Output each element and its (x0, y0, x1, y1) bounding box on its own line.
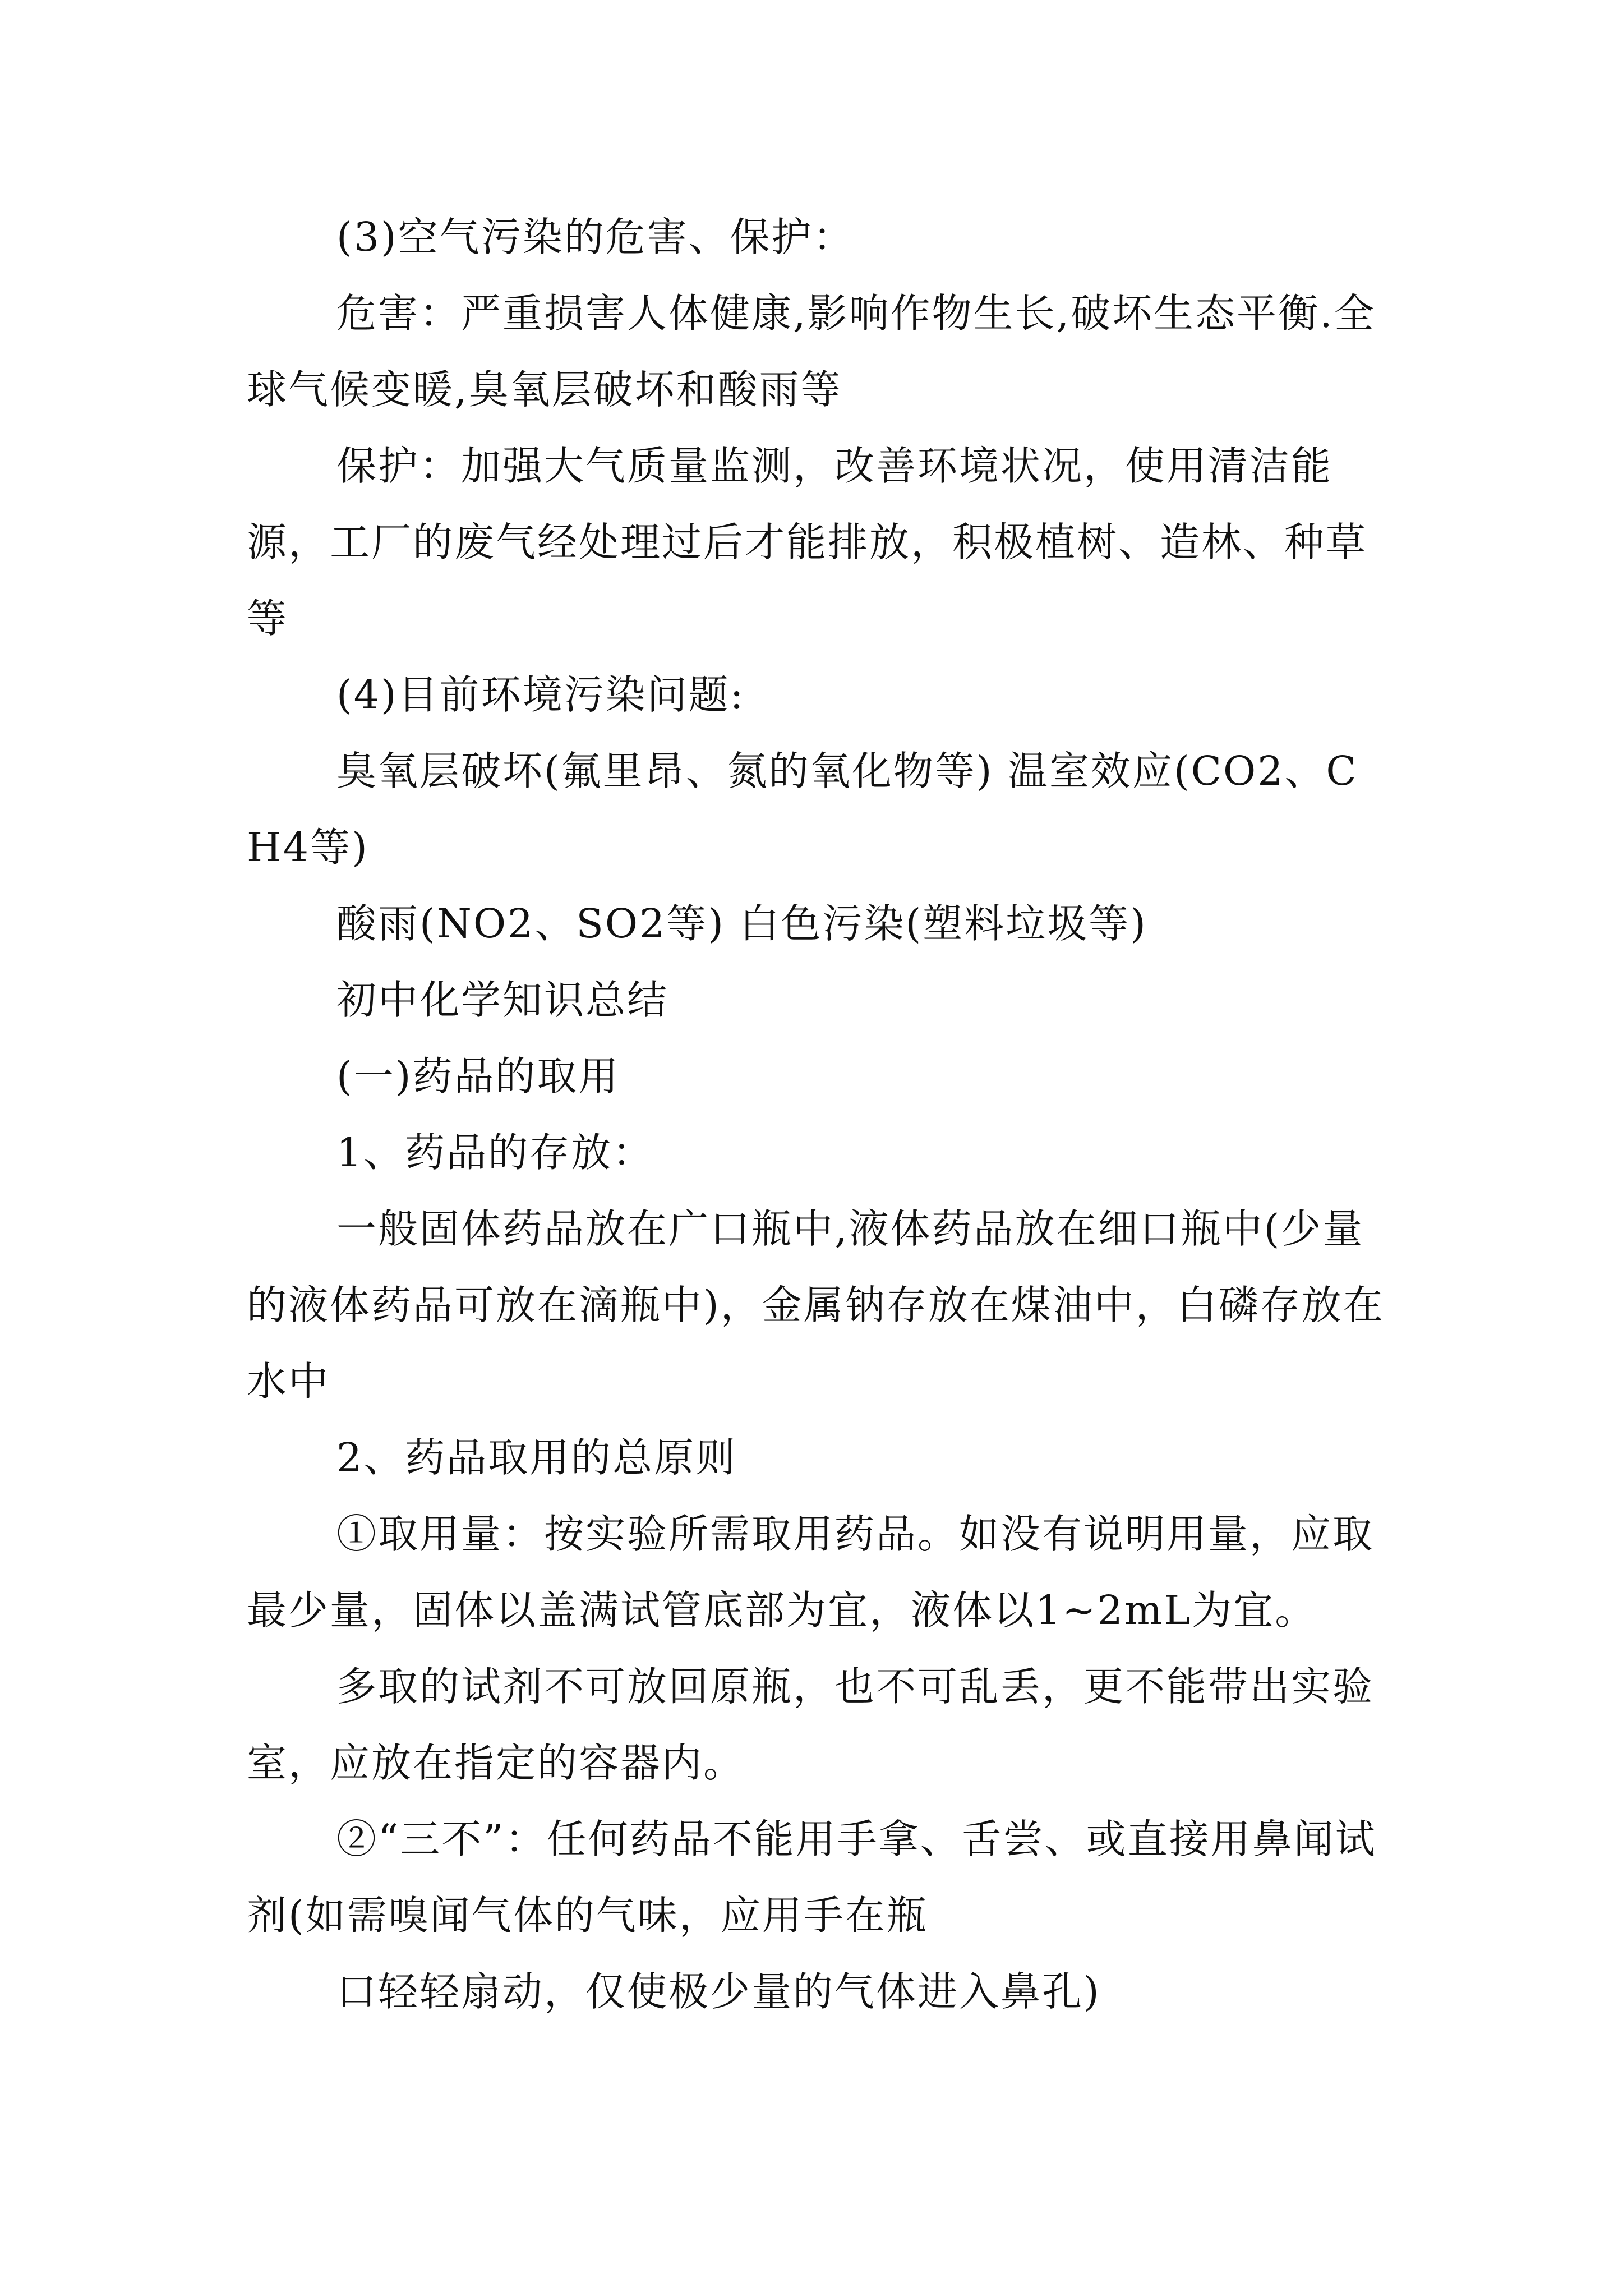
paragraph-chemistry-summary-title: 初中化学知识总结 (336, 977, 669, 1023)
paragraph-harm: 危害：严重损害人体健康,影响作物生长,破坏生态平衡.全球气候变暖,臭氧层破坏和酸雨等 (247, 290, 1376, 413)
paragraph-current-issues-heading: (4)目前环境污染问题: (336, 671, 745, 718)
paragraph-storage-heading: 1、药品的存放： (336, 1129, 654, 1176)
paragraph-three-nots-rule: ②“三不”：任何药品不能用手拿、舌尝、或直接用鼻闻试剂(如需嗅闻气体的气味，应用手在瓶 (247, 1816, 1377, 1939)
paragraph-ozone-greenhouse: 臭氧层破坏(氟里昂、氮的氧化物等) 温室效应(CO2、CH4等) (247, 748, 1358, 871)
paragraph-air-pollution-heading: (3)空气污染的危害、保护： (336, 214, 855, 260)
document-body (247, 199, 1385, 2030)
paragraph-protection: 保护：加强大气质量监测，改善环境状况，使用清洁能源，工厂的废气经处理过后才能排放，积极植树、造林、种草等 (247, 443, 1368, 642)
paragraph-dosage-rule: ①取用量：按实验所需取用药品。如没有说明用量，应取最少量，固体以盖满试管底部为宜，液体以1~2mL为宜。 (247, 1511, 1375, 1634)
paragraph-excess-reagent-rule: 多取的试剂不可放回原瓶，也不可乱丢，更不能带出实验室，应放在指定的容器内。 (247, 1663, 1375, 1786)
paragraph-general-principles-heading: 2、药品取用的总原则 (336, 1434, 737, 1481)
paragraph-acid-rain-white-pollution: 酸雨(NO2、SO2等) 白色污染(塑料垃圾等) (336, 900, 1147, 947)
paragraph-reagent-handling-heading: (一)药品的取用 (336, 1053, 620, 1099)
paragraph-storage-text: 一般固体药品放在广口瓶中,液体药品放在细口瓶中(少量的液体药品可放在滴瓶中)，金属钠存放在煤油中，白磷存放在水中 (247, 1205, 1385, 1405)
paragraph-three-nots-continuation: 口轻轻扇动，仅使极少量的气体进入鼻孔) (336, 1968, 1101, 2015)
